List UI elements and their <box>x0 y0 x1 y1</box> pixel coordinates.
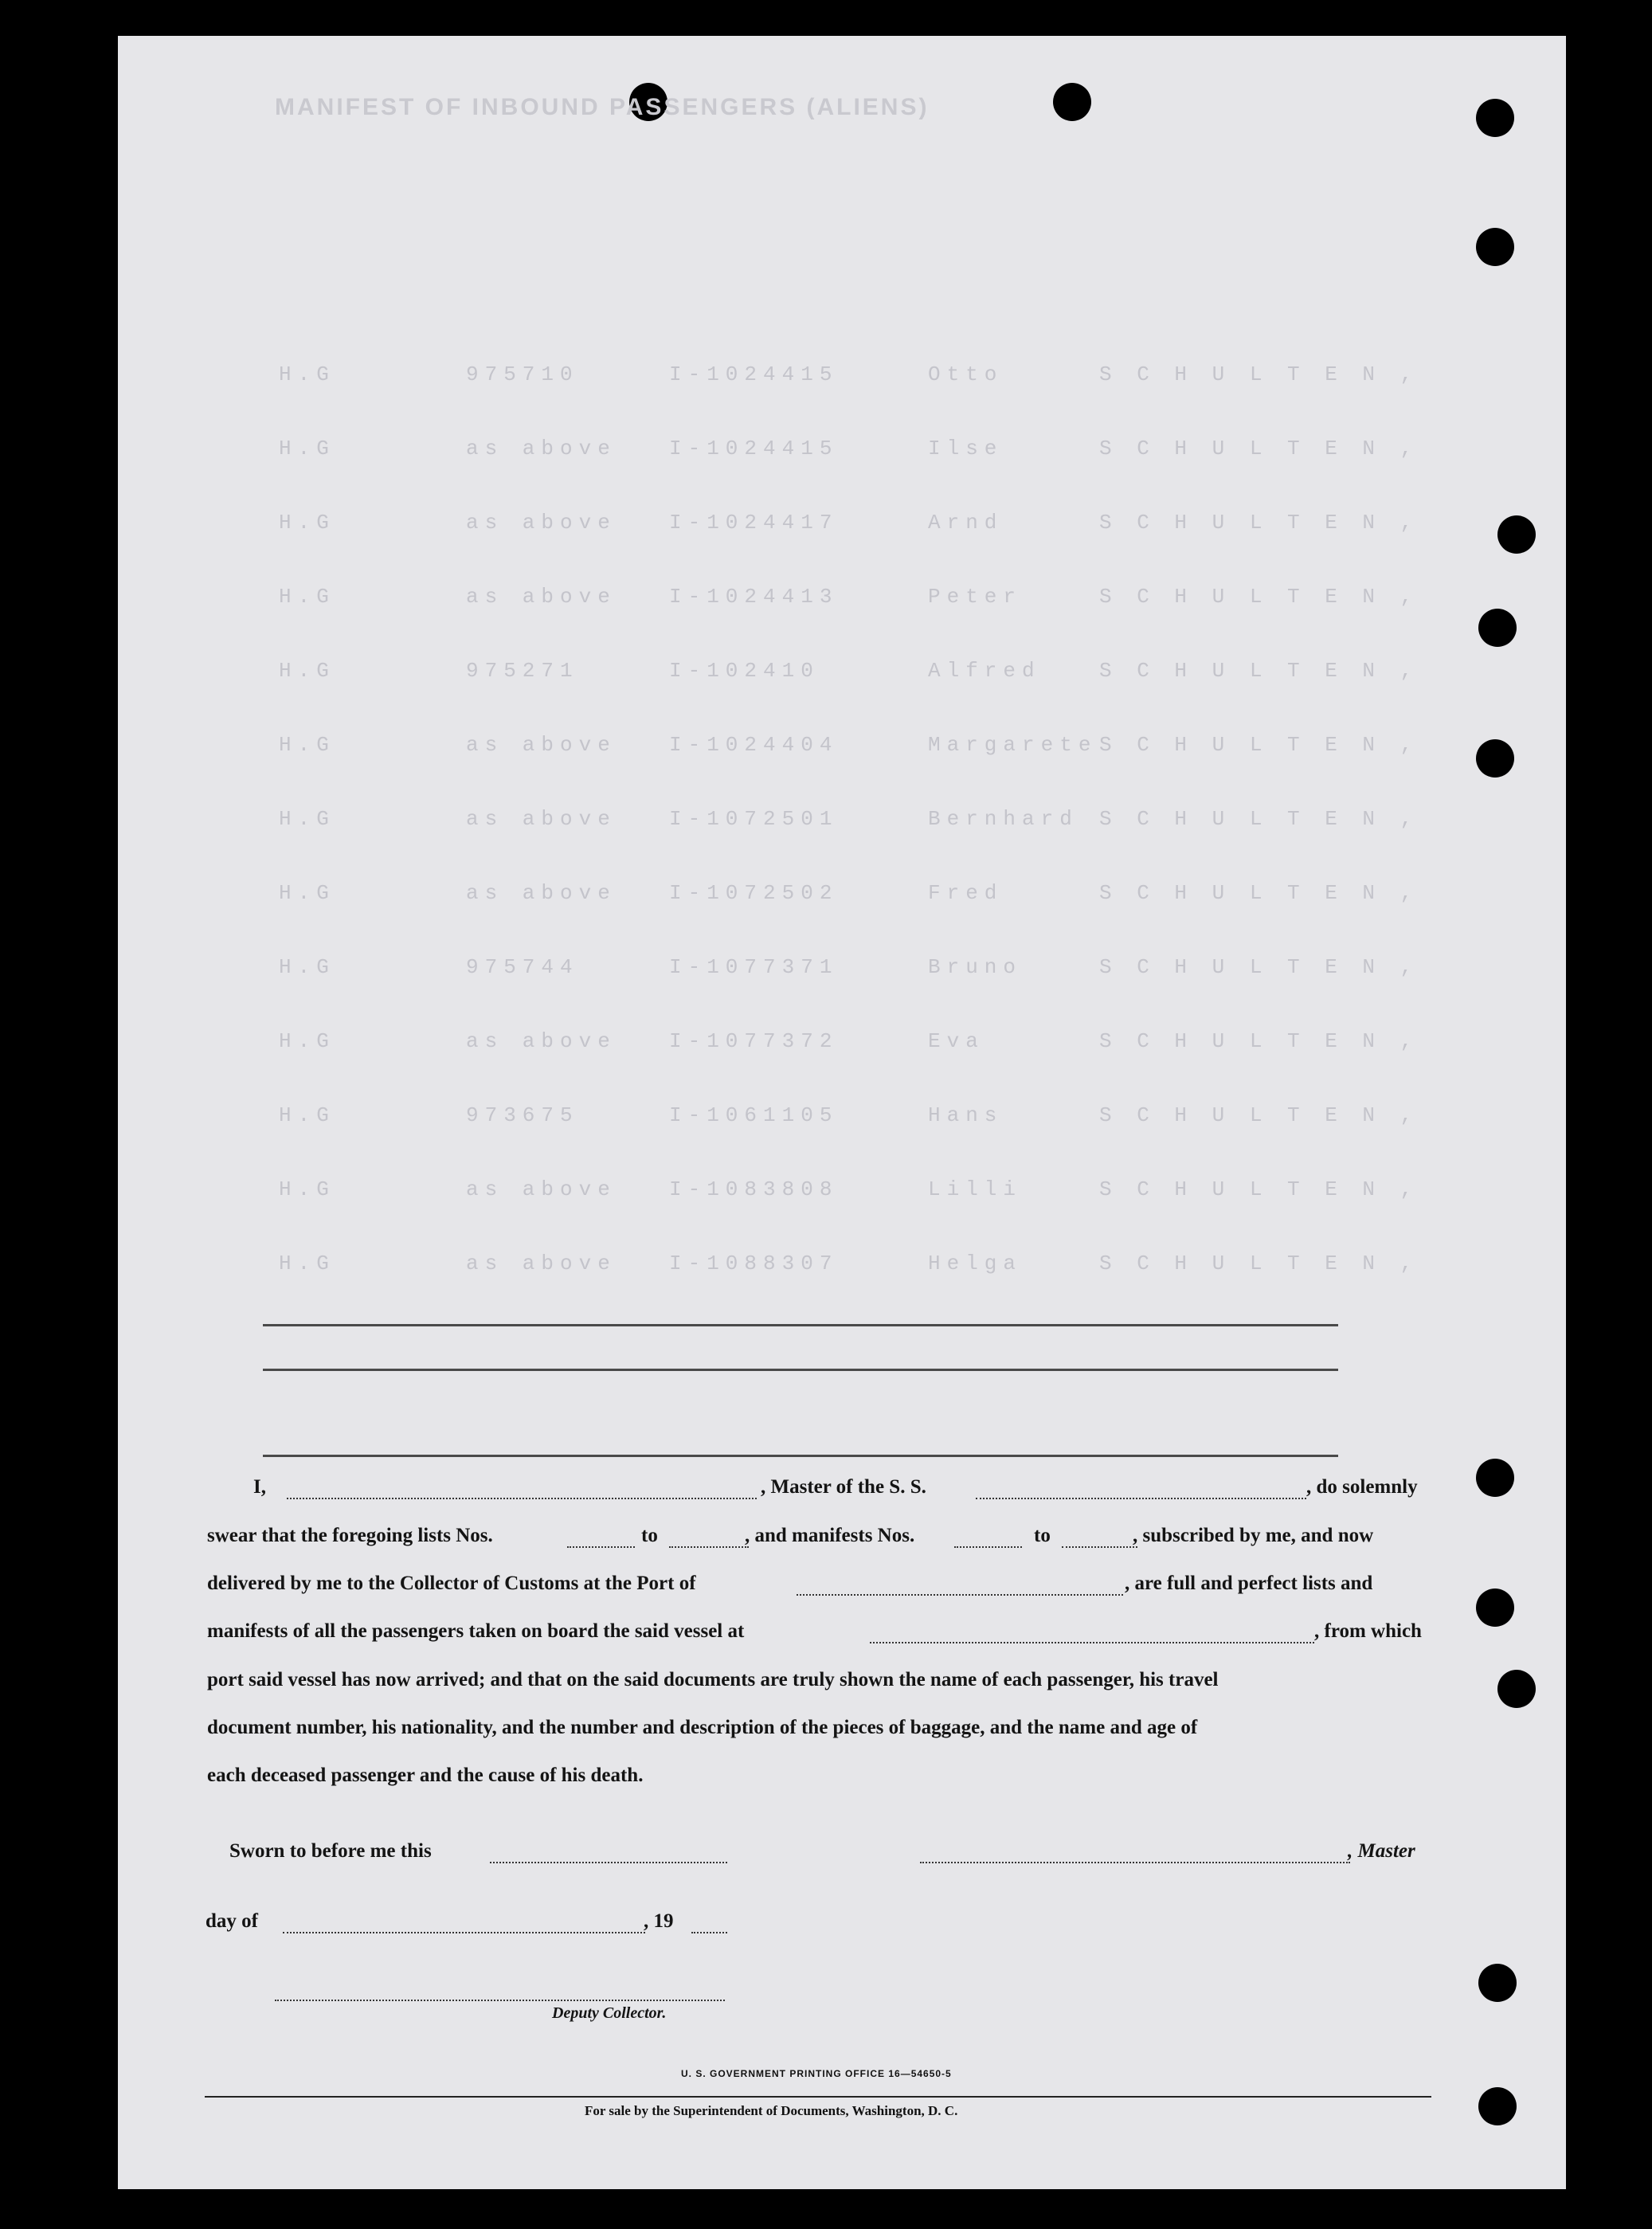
punch-hole <box>1053 83 1091 121</box>
bleed-row-name: S C H U L T E N , <box>1099 437 1419 460</box>
bleed-row-code: H.G <box>279 881 335 905</box>
punch-hole <box>1478 609 1517 647</box>
bleed-row-given: Eva <box>928 1029 985 1053</box>
oath-line-2d: to <box>1034 1525 1051 1546</box>
punch-hole <box>1478 1964 1517 2002</box>
bleed-row-given: Margarete <box>928 733 1098 757</box>
bleed-row-given: Helga <box>928 1252 1023 1275</box>
bleed-header-title: MANIFEST OF INBOUND PASSENGERS (ALIENS) <box>275 94 930 120</box>
bleed-row-doc: I-1077372 <box>669 1029 839 1053</box>
bleed-row-ref: as above <box>466 1252 617 1275</box>
lists-to-field[interactable] <box>669 1546 749 1548</box>
bleed-row-ref: 973675 <box>466 1103 579 1127</box>
bleed-row-code: H.G <box>279 955 335 979</box>
deputy-collector-label: Deputy Collector. <box>552 2004 667 2022</box>
bleed-row-code: H.G <box>279 437 335 460</box>
bleed-row-name: S C H U L T E N , <box>1099 807 1419 831</box>
bleed-row-code: H.G <box>279 659 335 683</box>
bleed-row-name: S C H U L T E N , <box>1099 1252 1419 1275</box>
oath-line-2a: swear that the foregoing lists Nos. <box>207 1525 493 1546</box>
bleed-row-doc: I-1088307 <box>669 1252 839 1275</box>
year-label: , 19 <box>644 1910 674 1932</box>
bleed-row-doc: I-1083808 <box>669 1177 839 1201</box>
port-field[interactable] <box>797 1594 1123 1596</box>
bleed-row-code: H.G <box>279 733 335 757</box>
day-of-month-field[interactable] <box>283 1932 645 1933</box>
punch-hole <box>1476 228 1514 266</box>
oath-line-2e: , subscribed by me, and now <box>1133 1525 1374 1546</box>
bleed-row-name: S C H U L T E N , <box>1099 362 1419 386</box>
bleed-row-code: H.G <box>279 1029 335 1053</box>
deputy-signature-field[interactable] <box>275 2000 725 2001</box>
oath-line-4a: manifests of all the passengers taken on board the said vessel at <box>207 1620 745 1642</box>
bleed-row-given: Bernhard <box>928 807 1078 831</box>
bleed-row-doc: I-1024415 <box>669 437 839 460</box>
vessel-name-field[interactable] <box>976 1498 1306 1499</box>
bleed-row-name: S C H U L T E N , <box>1099 955 1419 979</box>
oath-line-7: each deceased passenger and the cause of his death. <box>207 1765 644 1786</box>
bleed-row-given: Bruno <box>928 955 1023 979</box>
bleed-row-doc: I-1077371 <box>669 955 839 979</box>
bleed-row-doc: I-1024417 <box>669 511 839 535</box>
bleed-row-code: H.G <box>279 511 335 535</box>
strike-line <box>263 1324 1338 1326</box>
departure-port-field[interactable] <box>870 1642 1314 1643</box>
strike-line <box>263 1369 1338 1371</box>
oath-line-2c: , and manifests Nos. <box>745 1525 915 1546</box>
punch-hole <box>1476 1589 1514 1627</box>
year-field[interactable] <box>691 1932 727 1933</box>
bleed-row-given: Ilse <box>928 437 1004 460</box>
footer-rule <box>205 2096 1431 2098</box>
bleed-row-code: H.G <box>279 585 335 609</box>
bleed-row-name: S C H U L T E N , <box>1099 733 1419 757</box>
oath-line-5: port said vessel has now arrived; and that on the said documents are truly shown the name of each passenger, his travel <box>207 1669 1219 1690</box>
bleed-row-name: S C H U L T E N , <box>1099 1177 1419 1201</box>
bleed-row-name: S C H U L T E N , <box>1099 585 1419 609</box>
bleed-row-doc: I-1072501 <box>669 807 839 831</box>
bleed-row-name: S C H U L T E N , <box>1099 511 1419 535</box>
strike-line <box>263 1455 1338 1457</box>
bleed-row-ref: 975744 <box>466 955 579 979</box>
oath-line-3b: , are full and perfect lists and <box>1125 1573 1373 1594</box>
bleed-row-ref: 975271 <box>466 659 579 683</box>
oath-do-solemnly: , do solemnly <box>1306 1476 1418 1498</box>
bleed-row-doc: I-1024415 <box>669 362 839 386</box>
manifests-to-field[interactable] <box>1062 1546 1137 1548</box>
manifests-from-field[interactable] <box>954 1546 1022 1548</box>
bleed-row-ref: as above <box>466 807 617 831</box>
master-label: , Master <box>1348 1840 1415 1862</box>
oath-line-1 <box>253 1476 266 1498</box>
oath-master-ss: , Master of the S. S. <box>761 1476 926 1498</box>
bleed-row-code: H.G <box>279 1103 335 1127</box>
day-of-label: day of <box>206 1910 258 1932</box>
punch-hole <box>1476 1459 1514 1497</box>
bleed-row-ref: as above <box>466 1029 617 1053</box>
printing-office-line: U. S. GOVERNMENT PRINTING OFFICE 16—54650-5 <box>681 2068 952 2079</box>
oath-line-4b: , from which <box>1314 1620 1422 1642</box>
bleed-row-ref: as above <box>466 437 617 460</box>
bleed-row-given: Otto <box>928 362 1004 386</box>
oath-line-2b: to <box>641 1525 658 1546</box>
bleed-row-ref: 975710 <box>466 362 579 386</box>
bleed-row-given: Peter <box>928 585 1023 609</box>
bleed-row-name: S C H U L T E N , <box>1099 1103 1419 1127</box>
sale-note: For sale by the Superintendent of Documents, Washington, D. C. <box>585 2103 958 2118</box>
bleed-row-doc: I-1072502 <box>669 881 839 905</box>
bleed-row-ref: as above <box>466 511 617 535</box>
punch-hole <box>1497 515 1536 554</box>
bleed-row-doc: I-1024413 <box>669 585 839 609</box>
bleed-row-ref: as above <box>466 585 617 609</box>
bleed-row-given: Alfred <box>928 659 1041 683</box>
bleed-row-code: H.G <box>279 807 335 831</box>
bleed-row-given: Fred <box>928 881 1004 905</box>
punch-hole <box>1497 1670 1536 1708</box>
master-name-field[interactable] <box>287 1498 757 1499</box>
bleed-row-name: S C H U L T E N , <box>1099 1029 1419 1053</box>
sworn-label: Sworn to before me this <box>229 1840 432 1862</box>
lists-from-field[interactable] <box>567 1546 635 1548</box>
sworn-day-field[interactable] <box>490 1862 727 1863</box>
oath-line-6: document number, his nationality, and the number and description of the pieces of baggage, and the name and age of <box>207 1717 1198 1738</box>
bleed-row-doc: I-1024404 <box>669 733 839 757</box>
bleed-row-code: H.G <box>279 1177 335 1201</box>
oath-i: I, <box>253 1476 266 1498</box>
bleed-row-code: H.G <box>279 1252 335 1275</box>
bleed-row-ref: as above <box>466 1177 617 1201</box>
oath-line-3a: delivered by me to the Collector of Customs at the Port of <box>207 1573 696 1594</box>
bleed-row-given: Lilli <box>928 1177 1023 1201</box>
bleed-row-name: S C H U L T E N , <box>1099 659 1419 683</box>
bleed-row-given: Arnd <box>928 511 1004 535</box>
punch-hole <box>1476 739 1514 778</box>
bleed-row-code: H.G <box>279 362 335 386</box>
bleed-row-doc: I-1061105 <box>669 1103 839 1127</box>
bleed-row-doc: I-102410 <box>669 659 820 683</box>
bleed-row-ref: as above <box>466 733 617 757</box>
bleed-row-ref: as above <box>466 881 617 905</box>
bleed-row-name: S C H U L T E N , <box>1099 881 1419 905</box>
bleed-row-given: Hans <box>928 1103 1004 1127</box>
punch-hole <box>1478 2087 1517 2125</box>
master-signature-field[interactable] <box>920 1862 1350 1863</box>
punch-hole <box>1476 99 1514 137</box>
